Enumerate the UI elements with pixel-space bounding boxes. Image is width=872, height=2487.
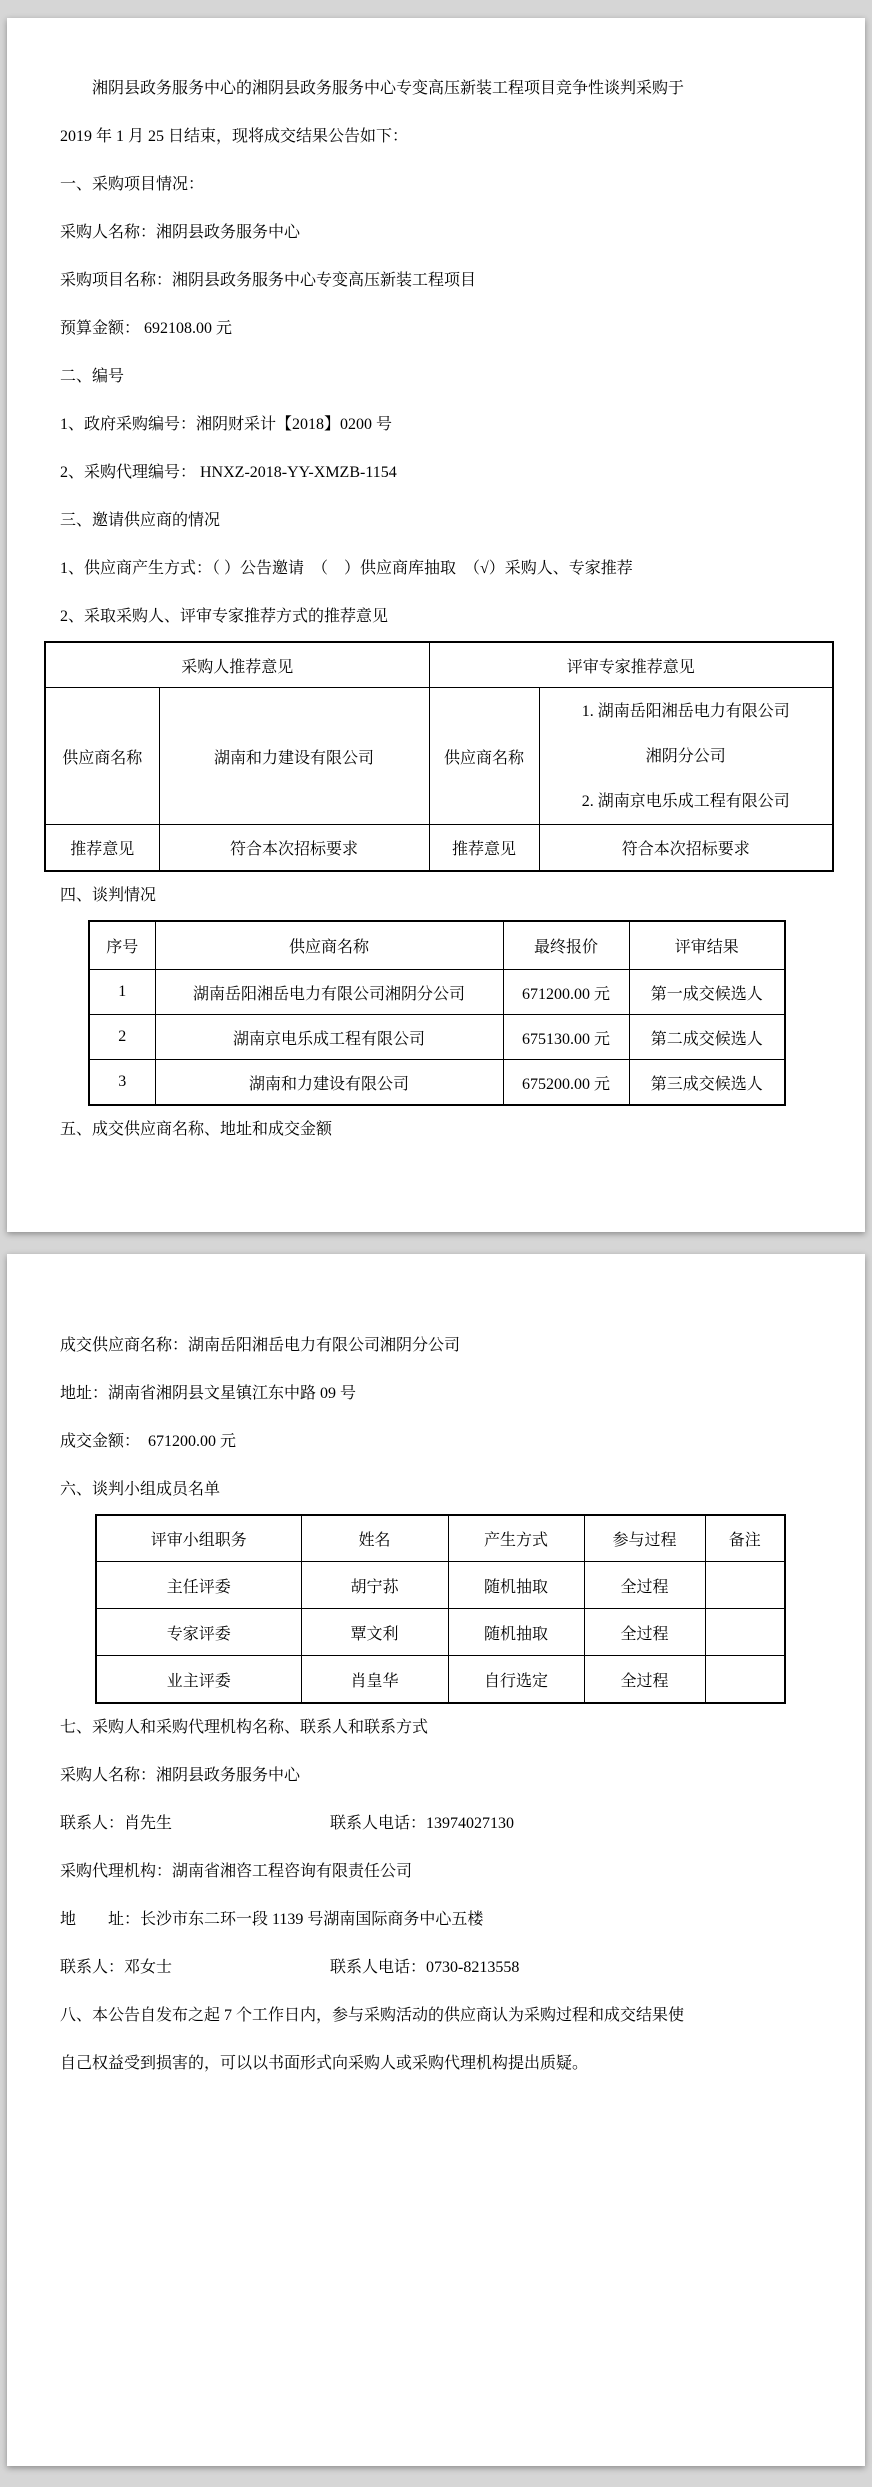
neg-cell-index: 1 xyxy=(89,970,155,1015)
recommendation-table xyxy=(44,641,834,872)
section8-line-1: 八、本公告自发布之起 7 个工作日内，参与采购活动的供应商认为采购过程和成交结果使 xyxy=(60,2007,685,2024)
neg-header-result: 评审结果 xyxy=(629,921,785,970)
neg-cell-price: 675130.00 元 xyxy=(503,1015,629,1060)
recommendation-intro-line: 2、采取采购人、评审专家推荐方式的推荐意见 xyxy=(60,608,389,625)
com-header-method: 产生方式 xyxy=(448,1515,584,1562)
rec-supplier-value-right xyxy=(539,688,833,825)
com-cell-participation: 全过程 xyxy=(584,1656,705,1704)
won-amount-line: 成交金额： 671200.00 元 xyxy=(60,1433,237,1450)
negotiation-row-2 xyxy=(89,1015,785,1060)
com-cell-remark xyxy=(705,1562,785,1609)
rec-supplier-label-right: 供应商名称 xyxy=(429,688,539,825)
purchaser-name-line-2: 采购人名称：湘阴县政务服务中心 xyxy=(60,1767,301,1784)
recommendation-supplier-row xyxy=(45,688,833,825)
project-name-line: 采购项目名称：湘阴县政务服务中心专变高压新装工程项目 xyxy=(60,272,477,289)
negotiation-table-header-row xyxy=(89,921,785,970)
rec-supplier-right-line-1: 1. 湖南岳阳湘岳电力有限公司 xyxy=(581,702,790,720)
negotiation-table xyxy=(88,920,786,1106)
rec-opinion-label-right: 推荐意见 xyxy=(429,825,539,872)
neg-cell-index: 3 xyxy=(89,1060,155,1106)
won-supplier-line: 成交供应商名称：湖南岳阳湘岳电力有限公司湘阴分公司 xyxy=(60,1337,461,1354)
section8-line-2: 自己权益受到损害的，可以以书面形式向采购人或采购代理机构提出质疑。 xyxy=(60,2055,589,2072)
neg-header-supplier: 供应商名称 xyxy=(155,921,503,970)
section7-heading: 七、采购人和采购代理机构名称、联系人和联系方式 xyxy=(60,1719,429,1736)
rec-supplier-value-left: 湖南和力建设有限公司 xyxy=(159,688,429,825)
com-header-role: 评审小组职务 xyxy=(96,1515,301,1562)
contact1-line xyxy=(60,1800,823,1848)
rec-opinion-value-right: 符合本次招标要求 xyxy=(539,825,833,872)
contact1-phone: 联系人电话：13974027130 xyxy=(330,1815,515,1832)
neg-cell-result: 第二成交候选人 xyxy=(629,1015,785,1060)
rec-supplier-right-line-2: 湘阴分公司 xyxy=(645,747,726,765)
recommendation-opinion-row xyxy=(45,825,833,872)
intro-line-1: 湘阴县政务服务中心的湘阴县政务服务中心专变高压新装工程项目竞争性谈判采购于 xyxy=(92,80,685,97)
rec-header-purchaser: 采购人推荐意见 xyxy=(45,642,429,688)
negotiation-row-1 xyxy=(89,970,785,1015)
rec-supplier-label-left: 供应商名称 xyxy=(45,688,159,825)
neg-cell-price: 675200.00 元 xyxy=(503,1060,629,1106)
intro-line-2: 2019 年 1 月 25 日结束，现将成交结果公告如下： xyxy=(60,128,409,145)
rec-supplier-right-line-3: 2. 湖南京电乐成工程有限公司 xyxy=(581,792,790,810)
agency-line: 采购代理机构：湖南省湘咨工程咨询有限责任公司 xyxy=(60,1863,413,1880)
com-cell-method: 随机抽取 xyxy=(448,1562,584,1609)
com-header-remark: 备注 xyxy=(705,1515,785,1562)
contact2-phone: 联系人电话：0730-8213558 xyxy=(330,1959,520,1976)
agency-address-line: 地 址：长沙市东二环一段 1139 号湖南国际商务中心五楼 xyxy=(60,1911,484,1928)
page-2 xyxy=(7,1254,865,2466)
purchaser-name-line: 采购人名称：湘阴县政务服务中心 xyxy=(60,224,301,241)
com-cell-participation: 全过程 xyxy=(584,1609,705,1656)
neg-cell-index: 2 xyxy=(89,1015,155,1060)
com-header-name: 姓名 xyxy=(301,1515,448,1562)
neg-cell-result: 第一成交候选人 xyxy=(629,970,785,1015)
section1-heading: 一、采购项目情况： xyxy=(60,176,205,193)
com-cell-method: 自行选定 xyxy=(448,1656,584,1704)
neg-cell-price: 671200.00 元 xyxy=(503,970,629,1015)
com-cell-remark xyxy=(705,1656,785,1704)
gov-procurement-number-line: 1、政府采购编号：湘阴财采计【2018】0200 号 xyxy=(60,416,393,433)
com-cell-participation: 全过程 xyxy=(584,1562,705,1609)
won-address-line: 地址：湖南省湘阴县文星镇江东中路 09 号 xyxy=(60,1385,357,1402)
section5-heading: 五、成交供应商名称、地址和成交金额 xyxy=(60,1121,333,1138)
committee-row-1 xyxy=(96,1562,785,1609)
budget-line: 预算金额： 692108.00 元 xyxy=(60,320,233,337)
section2-heading: 二、编号 xyxy=(60,368,125,385)
section3-heading: 三、邀请供应商的情况 xyxy=(60,512,221,529)
neg-cell-supplier: 湖南京电乐成工程有限公司 xyxy=(155,1015,503,1060)
contact2-line xyxy=(60,1944,823,1992)
neg-cell-result: 第三成交候选人 xyxy=(629,1060,785,1106)
com-cell-name: 覃文利 xyxy=(301,1609,448,1656)
contact1-name: 联系人：肖先生 xyxy=(60,1815,173,1832)
com-cell-name: 肖皇华 xyxy=(301,1656,448,1704)
com-cell-role: 业主评委 xyxy=(96,1656,301,1704)
supplier-source-line: 1、供应商产生方式：（ ）公告邀请 （ ）供应商库抽取 （√）采购人、专家推荐 xyxy=(60,560,633,577)
com-cell-role: 专家评委 xyxy=(96,1609,301,1656)
contact2-name: 联系人：邓女士 xyxy=(60,1959,173,1976)
neg-cell-supplier: 湖南岳阳湘岳电力有限公司湘阴分公司 xyxy=(155,970,503,1015)
agency-number-line: 2、采购代理编号： HNXZ-2018-YY-XMZB-1154 xyxy=(60,464,397,481)
rec-opinion-label-left: 推荐意见 xyxy=(45,825,159,872)
committee-row-3 xyxy=(96,1656,785,1704)
rec-header-experts: 评审专家推荐意见 xyxy=(429,642,833,688)
committee-row-2 xyxy=(96,1609,785,1656)
page-1 xyxy=(7,18,865,1232)
com-cell-role: 主任评委 xyxy=(96,1562,301,1609)
com-header-participation: 参与过程 xyxy=(584,1515,705,1562)
section4-heading: 四、谈判情况 xyxy=(60,887,157,904)
committee-table-header-row xyxy=(96,1515,785,1562)
com-cell-method: 随机抽取 xyxy=(448,1609,584,1656)
neg-header-index: 序号 xyxy=(89,921,155,970)
committee-table xyxy=(95,1514,786,1704)
section6-heading: 六、谈判小组成员名单 xyxy=(60,1481,221,1498)
neg-cell-supplier: 湖南和力建设有限公司 xyxy=(155,1060,503,1106)
com-cell-remark xyxy=(705,1609,785,1656)
negotiation-row-3 xyxy=(89,1060,785,1106)
rec-opinion-value-left: 符合本次招标要求 xyxy=(159,825,429,872)
recommendation-table-header-row xyxy=(45,642,833,688)
com-cell-name: 胡宁荪 xyxy=(301,1562,448,1609)
neg-header-price: 最终报价 xyxy=(503,921,629,970)
